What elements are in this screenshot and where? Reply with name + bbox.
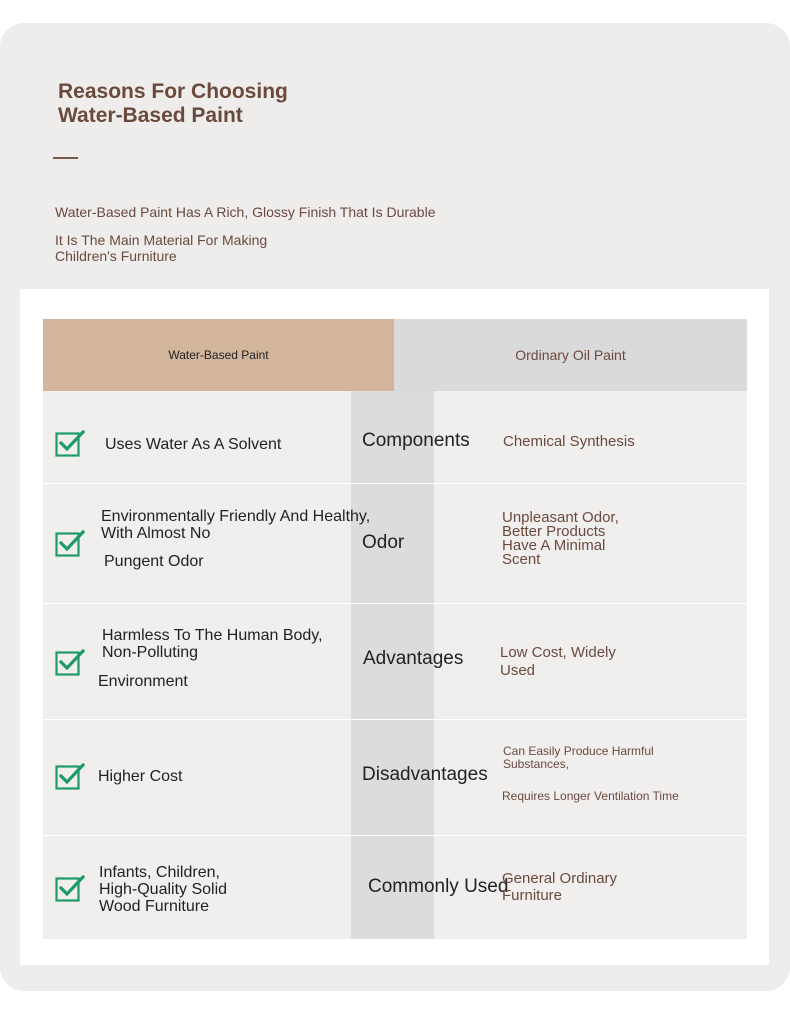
row-4-oil-paint-text: Can Easily Produce Harmful Substances, [503, 744, 654, 771]
row-1-criteria: Components [362, 430, 470, 451]
column-header-oil-paint: Ordinary Oil Paint [394, 319, 747, 391]
row-1-oil-paint-text: Chemical Synthesis [503, 433, 635, 450]
column-water-based [43, 391, 351, 939]
row-divider [43, 835, 747, 836]
checkbox-checked-icon [55, 874, 85, 902]
row-divider [43, 719, 747, 720]
row-divider [43, 603, 747, 604]
row-3-oil-paint-text: Low Cost, Widely Used [500, 644, 616, 679]
checkbox-checked-icon [55, 529, 85, 557]
title-underline [53, 157, 78, 159]
row-3-water-based-text-cont: Environment [98, 673, 188, 690]
row-divider [43, 483, 747, 484]
row-2-oil-paint-text-cont: Better Products Have A Minimal Scent [502, 523, 606, 568]
checkbox-checked-icon [55, 762, 85, 790]
title-line-2: Water-Based Paint [58, 104, 243, 127]
row-5-water-based-text: Infants, Children, High-Quality Solid Wood Furniture [99, 864, 228, 915]
row-2-water-based-text: Environmentally Friendly And Healthy, With Almost No [101, 508, 371, 542]
column-header-water-based: Water-Based Paint [43, 319, 394, 391]
row-4-criteria: Disadvantages [362, 764, 488, 785]
title-line-1: Reasons For Choosing [58, 80, 288, 103]
row-3-water-based-text: Harmless To The Human Body, Non-Polluting [102, 627, 323, 661]
row-4-water-based-text: Higher Cost [98, 768, 183, 785]
subtitle-finish: Water-Based Paint Has A Rich, Glossy Finish That Is Durable [55, 204, 436, 220]
row-2-oil-paint-text: Unpleasant Odor, [502, 509, 619, 526]
row-2-criteria: Odor [362, 532, 405, 553]
row-4-oil-paint-text-cont: Requires Longer Ventilation Time [502, 789, 679, 803]
subtitle-material: It Is The Main Material For Making Children's Furniture [55, 232, 268, 264]
row-1-water-based-text: Uses Water As A Solvent [105, 436, 282, 453]
checkbox-checked-icon [55, 429, 85, 457]
row-3-criteria: Advantages [363, 648, 464, 669]
row-2-water-based-text-cont: Pungent Odor [104, 553, 204, 570]
checkbox-checked-icon [55, 648, 85, 676]
row-5-oil-paint-text: General Ordinary Furniture [502, 870, 618, 904]
page-title [58, 80, 378, 128]
row-5-criteria: Commonly Used [368, 876, 509, 897]
